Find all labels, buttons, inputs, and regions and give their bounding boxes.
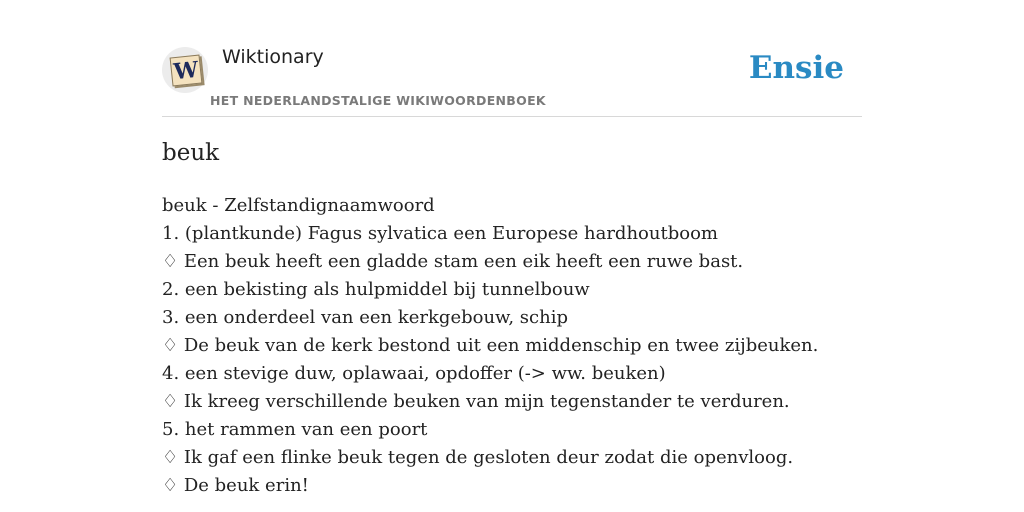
logo-tile: W [170,55,203,87]
example-3: ♢ De beuk van de kerk bestond uit een middenschip en twee zijbeuken. [162,335,819,356]
site-name[interactable]: Wiktionary [222,46,324,68]
ensie-brand-link[interactable]: Ensie [748,50,844,86]
example-5b: ♢ De beuk erin! [162,475,309,496]
example-5a: ♢ Ik gaf een flinke beuk tegen de gesloten deur zodat die openvloog. [162,447,794,468]
definition-list [162,192,862,500]
definition-3: 3. een onderdeel van een kerkgebouw, schip [162,307,568,328]
site-header [162,40,862,117]
definition-4: 4. een stevige duw, oplawaai, opdoffer (-> ww. beuken) [162,363,666,384]
definition-2: 2. een bekisting als hulpmiddel bij tunnelbouw [162,279,590,300]
definition-5: 5. het rammen van een poort [162,419,428,440]
example-4: ♢ Ik kreeg verschillende beuken van mijn tegenstander te verduren. [162,391,790,412]
site-tagline: HET NEDERLANDSTALIGE WIKIWOORDENBOEK [210,93,546,108]
example-1: ♢ Een beuk heeft een gladde stam een eik heeft een ruwe bast. [162,251,744,272]
definition-1: 1. (plantkunde) Fagus sylvatica een Europese hardhoutboom [162,223,718,244]
entry-line-part-of-speech: beuk - Zelfstandignaamwoord [162,195,435,216]
page-title: beuk [162,140,220,166]
wiktionary-logo-icon[interactable] [162,47,208,93]
